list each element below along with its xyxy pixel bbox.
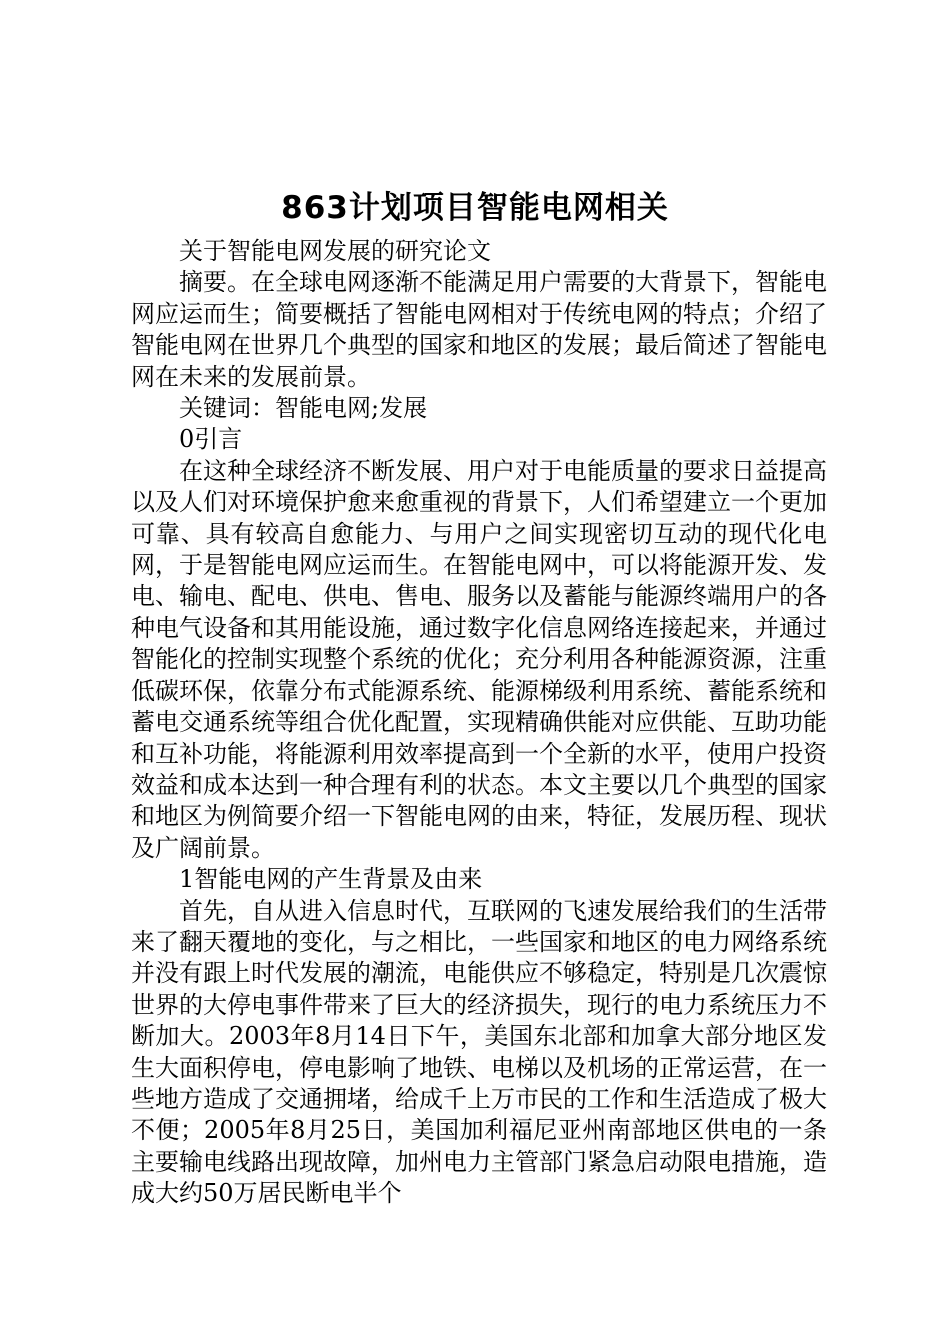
section-heading-background: 1智能电网的产生背景及由来 xyxy=(179,865,483,894)
paragraph-abstract: 摘要。在全球电网逐渐不能满足用户需要的大背景下，智能电网应运而生；简要概括了智能电网相对于传统电网的特点；介绍了智能电网在世界几个典型的国家和地区的发展；最后简述了智能电网在未来的发展前景。 xyxy=(131,268,827,391)
section-heading-introduction: 0引言 xyxy=(179,425,243,454)
paragraph-keywords: 关键词：智能电网;发展 xyxy=(179,394,428,423)
paragraph-subtitle: 关于智能电网发展的研究论文 xyxy=(179,237,491,265)
document-body xyxy=(131,236,827,1210)
paragraph-introduction: 在这种全球经济不断发展、用户对于电能质量的要求日益提高以及人们对环境保护愈来愈重视的背景下，人们希望建立一个更加可靠、具有较高自愈能力、与用户之间实现密切互动的现代化电网，于是智能电网应运而生。在智能电网中，可以将能源开发、发电、输电、配电、供电、售电、服务以及蓄能与能源终端用户的各种电气设备和其用能设施，通过数字化信息网络连接起来，并通过智能化的控制实现整个系统的优化；充分利用各种能源资源，注重低碳环保，依靠分布式能源系统、能源梯级利用系统、蓄能系统和蓄电交通系统等组合优化配置，实现精确供能对应供能、互助功能和互补功能，将能源利用效率提高到一个全新的水平，使用户投资效益和成本达到一种合理有利的状态。本文主要以几个典型的国家和地区为例简要介绍一下智能电网的由来，特征，发展历程、现状及广阔前景。 xyxy=(131,456,827,862)
paragraph-background: 首先，自从进入信息时代，互联网的飞速发展给我们的生活带来了翻天覆地的变化，与之相比，一些国家和地区的电力网络系统并没有跟上时代发展的潮流，电能供应不够稳定，特别是几次震惊世界的大停电事件带来了巨大的经济损失，现行的电力系统压力不断加大。2003年8月14日下午，美国东北部和加拿大部分地区发生大面积停电，停电影响了地铁、电梯以及机场的正常运营，在一些地方造成了交通拥堵，给成千上万市民的工作和生活造成了极大不便；2005年8月25日，美国加利福尼亚州南部地区供电的一条主要输电线路出现故障，加州电力主管部门紧急启动限电措施，造成大约50万居民断电半个 xyxy=(131,896,827,1208)
document-title: 863计划项目智能电网相关 xyxy=(281,190,669,226)
